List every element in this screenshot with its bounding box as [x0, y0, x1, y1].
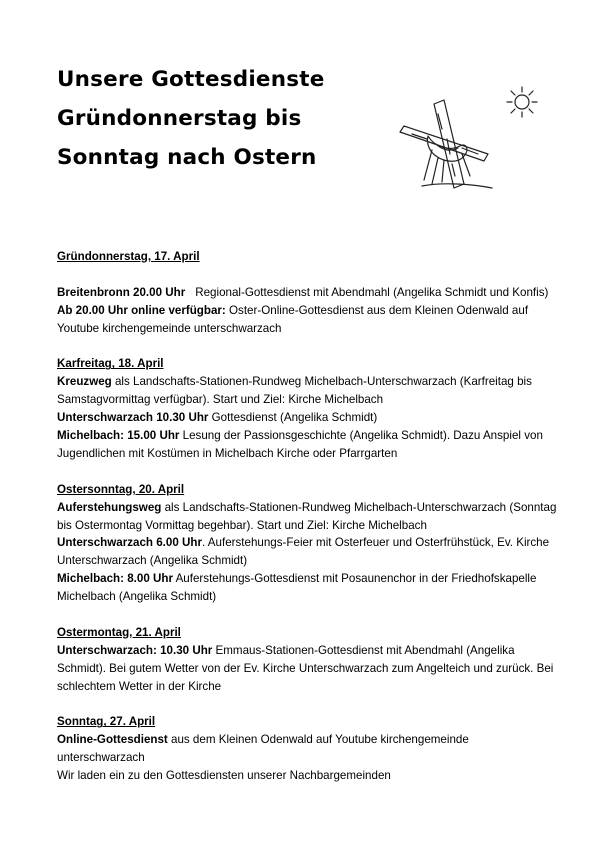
- entry-text: . Auferstehungs-Feier mit Osterfeuer und Osterfrühstück, Ev. Kirche Unterschwarzach (Angelika Schmidt): [57, 536, 550, 568]
- entry: [57, 570, 557, 606]
- entry-text: Auferstehungs-Gottesdienst mit Posaunenchor in der Friedhofskapelle Michelbach (Angelika Schmidt): [57, 572, 537, 604]
- section-heading: Ostermontag, 21. April: [57, 625, 181, 639]
- entry-bold: Breitenbronn 20.00 Uhr: [57, 285, 186, 299]
- entry-text: Lesung der Passionsgeschichte (Angelika Schmidt). Dazu Anspiel von Jugendlichen mit Kostümen in Michelbach Kirche oder Pfarrgarten: [57, 429, 543, 460]
- title-line-1: Unsere Gottesdienste: [57, 67, 325, 92]
- entry-text: Oster-Online-Gottesdienst aus dem Kleinen Odenwald auf Youtube kirchengemeinde unterschwarzach: [57, 303, 529, 335]
- entry-text: aus dem Kleinen Odenwald auf Youtube kirchengemeinde unterschwarzach: [57, 733, 469, 765]
- entry-bold: Unterschwarzach 6.00 Uhr: [57, 536, 202, 550]
- section-ostermontag: [57, 624, 557, 696]
- section-heading: Gründonnerstag, 17. April: [57, 250, 200, 263]
- entry-bold: Online-Gottesdienst: [57, 733, 168, 747]
- title-line-2: Gründonnerstag bis: [57, 106, 302, 131]
- entry-bold: Unterschwarzach: 10.30 Uhr: [57, 643, 213, 657]
- schedule: [57, 248, 557, 803]
- entry: [57, 284, 557, 302]
- entry-text: Gottesdienst (Angelika Schmidt): [208, 411, 378, 425]
- entry-bold: Michelbach: 15.00 Uhr: [57, 429, 180, 443]
- page-title: [57, 60, 417, 177]
- entry-bold: Auferstehungsweg: [57, 500, 162, 514]
- entry-text: als Landschafts-Stationen-Rundweg Michelbach-Unterschwarzach (Sonntag bis Ostermontag Vormittag begehbar). Start und Ziel: Kirche Michelbach: [57, 500, 557, 532]
- entry-text: als Landschafts-Stationen-Rundweg Michelbach-Unterschwarzach (Karfreitag bis Samstagvormittag verfügbar). Start und Ziel: Kirche Michelbach: [57, 375, 532, 407]
- entry-bold: Unterschwarzach 10.30 Uhr: [57, 411, 209, 425]
- entry-text: Emmaus-Stationen-Gottesdienst mit Abendmahl (Angelika Schmidt). Bei gutem Wetter von der Ev. Kirche Unterschwarzach zum Angelteich und zurück. Bei schlechtem Wetter in der Kirche: [57, 643, 554, 693]
- entry: [57, 409, 557, 427]
- entry: [57, 499, 557, 535]
- entry: [57, 534, 557, 570]
- entry: [57, 642, 557, 696]
- entry-text: Regional-Gottesdienst mit Abendmahl (Angelika Schmidt und Konfis): [195, 285, 549, 299]
- entry: [57, 302, 557, 338]
- section-ostersonntag: [57, 481, 557, 606]
- cross-with-sun-icon: [392, 84, 552, 194]
- entry: [57, 427, 557, 463]
- section-gruendonnerstag: [57, 248, 557, 338]
- section-sonntag: [57, 713, 557, 785]
- entry-bold: Michelbach: 8.00 Uhr: [57, 572, 173, 586]
- entry-text: Wir laden ein zu den Gottesdiensten unserer Nachbargemeinden: [57, 769, 391, 783]
- entry: [57, 373, 557, 409]
- section-heading: Sonntag, 27. April: [57, 715, 156, 729]
- entry-bold: Ab 20.00 Uhr online verfügbar:: [57, 303, 226, 317]
- section-heading: Ostersonntag, 20. April: [57, 482, 185, 496]
- entry: [57, 731, 557, 767]
- entry-bold: Kreuzweg: [57, 375, 112, 389]
- entry: [57, 767, 557, 785]
- section-heading: Karfreitag, 18. April: [57, 357, 164, 371]
- title-line-3: Sonntag nach Ostern: [57, 145, 317, 170]
- section-karfreitag: [57, 355, 557, 462]
